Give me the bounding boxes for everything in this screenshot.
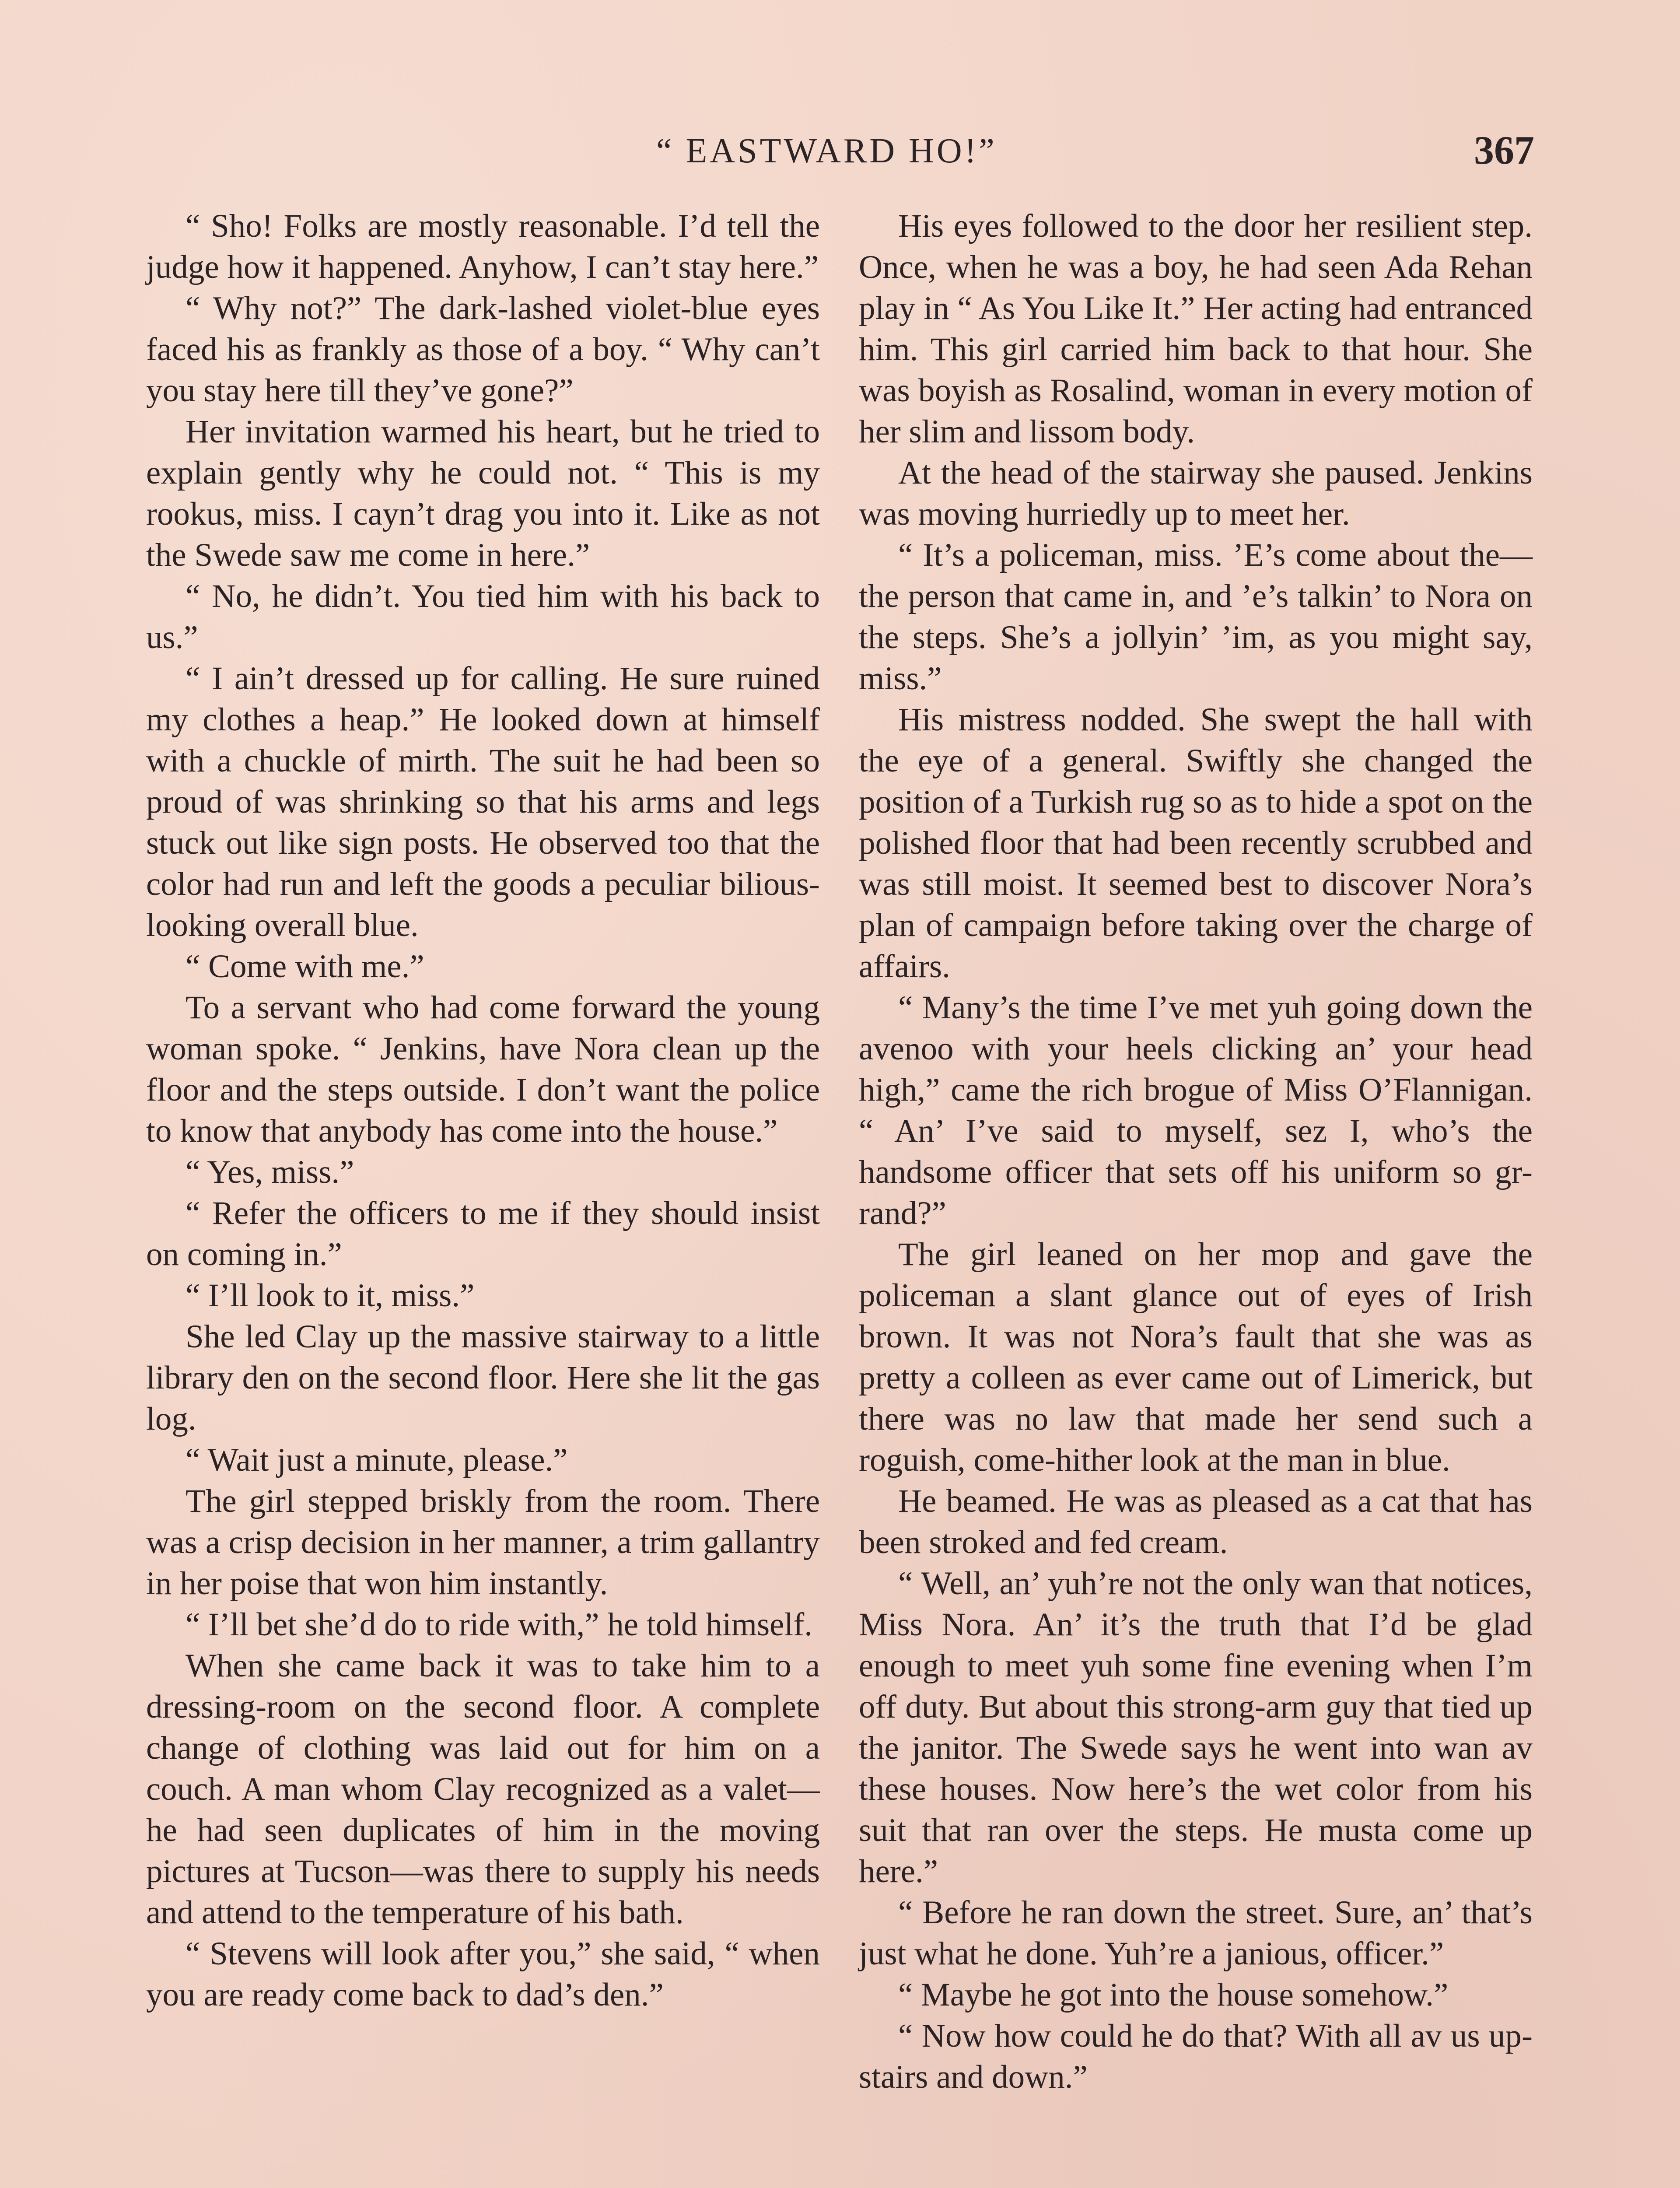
- paragraph: “ I ain’t dressed up for calling. He sure ruined my clothes a heap.” He looked down at himself with a chuckle of mirth. The suit he had been so proud of was shrinking so that his arms and legs stuck out like sign posts. He observed too that the color had run and left the goods a peculiar bilious-looking overall blue.: [146, 660, 820, 943]
- paragraph: “ Stevens will look after you,” she said, “ when you are ready come back to dad’s den.”: [146, 1936, 820, 2013]
- page-number: 367: [1474, 128, 1534, 172]
- paragraph: “ I’ll bet she’d do to ride with,” he told himself.: [186, 1606, 812, 1643]
- left-text-column: [146, 206, 820, 2016]
- right-text-column: [859, 206, 1533, 2098]
- paragraph: “ Sho! Folks are mostly reasonable. I’d tell the judge how it happened. Anyhow, I can’t stay here.”: [146, 208, 820, 285]
- paragraph: “ No, he didn’t. You tied him with his back to us.”: [146, 578, 820, 656]
- paragraph: His eyes followed to the door her resilient step. Once, when he was a boy, he had seen Ada Rehan play in “ As You Like It.” Her acting had entranced him. This girl carried him back to that hour. She was boyish as Rosalind, woman in every motion of her slim and lissom body.: [859, 208, 1533, 450]
- paragraph: “ Wait just a minute, please.”: [186, 1442, 568, 1478]
- paragraph: He beamed. He was as pleased as a cat that has been stroked and fed cream.: [859, 1483, 1533, 1560]
- paragraph: “ Why not?” The dark-lashed violet-blue eyes faced his as frankly as those of a boy. “ Why can’t you stay here till they’ve gone?”: [146, 290, 820, 409]
- paragraph: “ I’ll look to it, miss.”: [186, 1277, 475, 1314]
- paragraph: Her invitation warmed his heart, but he tried to explain gently why he could not. “ This is my rookus, miss. I cayn’t drag you into it. Like as not the Swede saw me come in here.”: [146, 414, 820, 573]
- paragraph: When she came back it was to take him to a dressing-room on the second floor. A complete change of clothing was laid out for him on a couch. A man whom Clay recognized as a valet—he had seen duplicates of him in the moving pictures at Tucson—was there to supply his needs and attend to the temperature of his bath.: [146, 1648, 820, 1931]
- running-header-title: “ EASTWARD HO!”: [656, 132, 997, 170]
- paragraph: “ Before he ran down the street. Sure, an’ that’s just what he done. Yuh’re a janious, officer.”: [859, 1894, 1533, 1972]
- paragraph: “ Refer the officers to me if they should insist on coming in.”: [146, 1195, 820, 1273]
- paragraph: At the head of the stairway she paused. Jenkins was moving hurriedly up to meet her.: [859, 455, 1533, 532]
- paragraph: His mistress nodded. She swept the hall with the eye of a general. Swiftly she changed the position of a Turkish rug so as to hide a spot on the polished floor that had been recently scrubbed and was still moist. It seemed best to discover Nora’s plan of campaign before taking over the charge of affairs.: [859, 701, 1533, 985]
- paragraph: “ Well, an’ yuh’re not the only wan that notices, Miss Nora. An’ it’s the truth that I’d be glad enough to meet yuh some fine evening when I’m off duty. But about this strong-arm guy that tied up the janitor. The Swede says he went into wan av these houses. Now here’s the wet color from his suit that ran over the steps. He musta come up here.”: [859, 1565, 1533, 1890]
- paragraph: “ Many’s the time I’ve met yuh going down the avenoo with your heels clicking an’ your head high,” came the rich brogue of Miss O’Flannigan. “ An’ I’ve said to myself, sez I, who’s the handsome officer that sets off his uniform so gr-rand?”: [859, 989, 1533, 1231]
- paragraph: “ Now how could he do that? With all av us up-stairs and down.”: [859, 2018, 1533, 2095]
- paragraph: To a servant who had come forward the young woman spoke. “ Jenkins, have Nora clean up the floor and the steps outside. I don’t want the police to know that anybody has come into the house.”: [146, 989, 820, 1149]
- paragraph: “ Yes, miss.”: [186, 1154, 354, 1190]
- paragraph: “ Come with me.”: [186, 948, 424, 985]
- paragraph: “ Maybe he got into the house somehow.”: [898, 1977, 1449, 2013]
- paragraph: The girl stepped briskly from the room. There was a crisp decision in her manner, a trim gallantry in her poise that won him instantly.: [146, 1483, 820, 1602]
- paragraph: The girl leaned on her mop and gave the policeman a slant glance out of eyes of Irish brown. It was not Nora’s fault that she was as pretty a colleen as ever came out of Limerick, but there was no law that made her send such a roguish, come-hither look at the man in blue.: [859, 1236, 1533, 1478]
- paragraph: “ It’s a policeman, miss. ’E’s come about the—the person that came in, and ’e’s talkin’ to Nora on the steps. She’s a jollyin’ ’im, as you might say, miss.”: [859, 537, 1533, 697]
- paragraph: She led Clay up the massive stairway to a little library den on the second floor. Here she lit the gas log.: [146, 1318, 820, 1437]
